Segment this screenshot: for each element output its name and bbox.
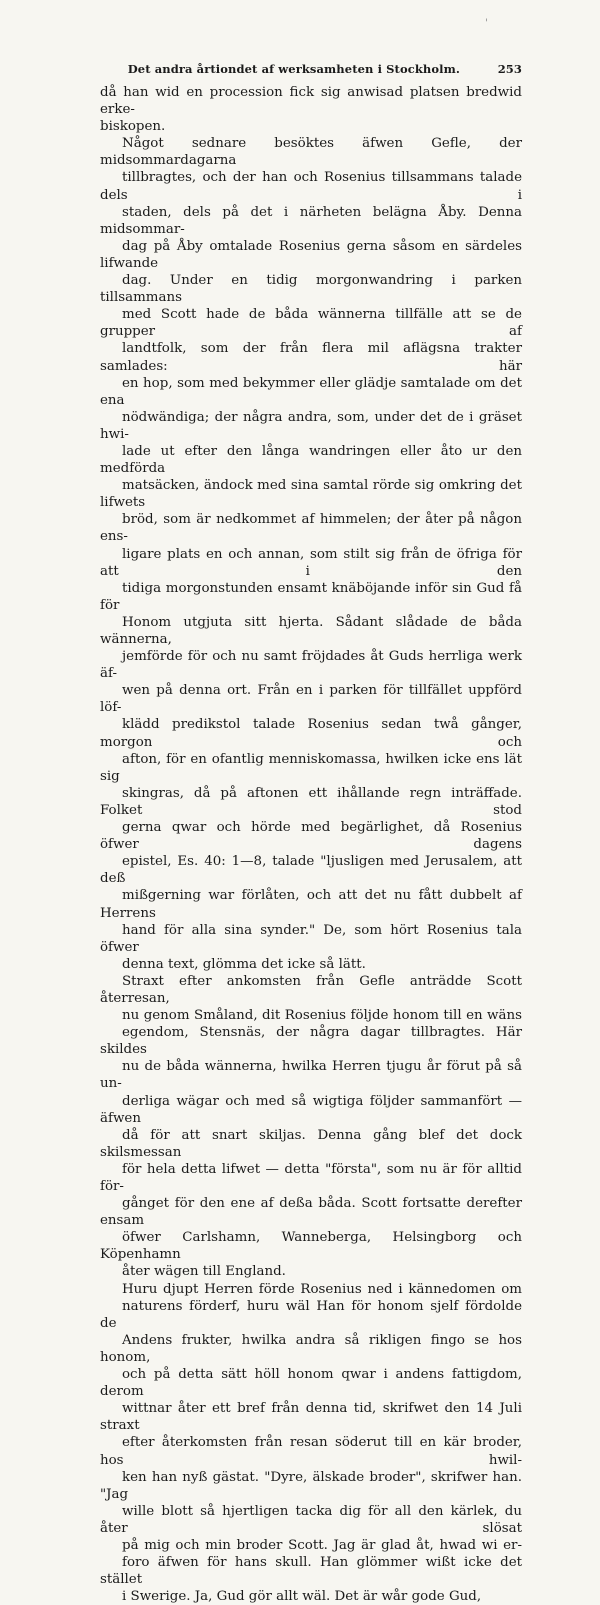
- text-line: denna text, glömma det icke så lätt.: [122, 956, 366, 972]
- text-line: skingras, då på aftonen ett ihållande regn inträffade. Folket stod: [100, 785, 522, 818]
- page-number: 253: [497, 62, 522, 76]
- running-title: Det andra årtiondet af werksamheten i Stockholm.: [127, 62, 460, 76]
- text-line: gånget för den ene af deßa båda. Scott fortsatte derefter ensam: [100, 1196, 522, 1229]
- text-line: dag på Åby omtalade Rosenius gerna såsom en särdeles lifwande: [100, 238, 522, 271]
- text-line: efter återkomsten från resan söderut till en kär broder, hos hwil-: [100, 1435, 522, 1468]
- running-header: [100, 62, 522, 76]
- text-line: med Scott hade de båda wännerna tillfälle att se de grupper af: [100, 307, 522, 340]
- text-line: klädd predikstol talade Rosenius sedan twå gånger, morgon och: [100, 717, 522, 750]
- text-line: öfwer Carlshamn, Wanneberga, Helsingborg och Köpenhamn: [100, 1230, 522, 1263]
- text-line: då för att snart skiljas. Denna gång blef det dock skilsmessan: [100, 1127, 522, 1160]
- text-line: landtfolk, som der från flera mil aflägsna trakter samlades: här: [100, 341, 522, 374]
- text-line: tidiga morgonstunden ensamt knäböjande inför sin Gud få för: [100, 580, 522, 613]
- text-line: staden, dels på det i närheten belägna Åby. Denna midsommar-: [100, 204, 522, 237]
- text-line: ligare plats en och annan, som stilt sig från de öfriga för att i den: [100, 546, 522, 579]
- paragraph: [100, 1281, 522, 1605]
- text-line: då han wid en procession fick sig anwisad platsen bredwid erke-: [100, 85, 522, 118]
- paragraph: [100, 973, 522, 1281]
- text-line: mißgerning war förlåten, och att det nu fått dubbelt af Herrens: [100, 888, 522, 921]
- paragraph: [100, 135, 522, 973]
- text-line: lade ut efter den långa wandringen eller åto ur den medförda: [100, 443, 522, 477]
- paragraph: [100, 84, 522, 135]
- text-line: tillbragtes, och der han och Rosenius tillsammans talade dels i: [100, 170, 522, 203]
- text-line: en hop, som med bekymmer eller glädje samtalade om det ena: [100, 375, 522, 408]
- text-line: wille blott så hjertligen tacka dig för all den kärlek, du åter slösat: [100, 1503, 522, 1536]
- text-line: egendom, Stensnäs, der några dagar tillbragtes. Här skildes: [100, 1025, 522, 1058]
- text-line: jemförde för och nu samt fröjdades åt Guds herrliga werk äf-: [100, 649, 522, 682]
- text-line: för hela detta lifwet — detta "första", som nu är för alltid för-: [100, 1161, 522, 1194]
- text-line: naturens förderf, huru wäl Han för honom sjelf fördolde de: [100, 1298, 522, 1331]
- text-line: nu genom Småland, dit Rosenius följde honom till en wäns: [122, 1008, 522, 1024]
- text-line: Något sednare besöktes äfwen Gefle, der midsommardagarna: [100, 136, 522, 169]
- text-line: i Swerige. Ja, Gud gör allt wäl. Det är wår gode Gud,: [122, 1589, 482, 1605]
- text-line: ken han nyß gästat. "Dyre, älskade broder", skrifwer han. "Jag: [100, 1469, 522, 1502]
- text-line: gerna qwar och hörde med begärlighet, då Rosenius öfwer dagens: [100, 820, 522, 853]
- text-line: hand för alla sina synder." De, som hört Rosenius tala öfwer: [100, 922, 522, 955]
- text-line: åter wägen till England.: [122, 1264, 286, 1280]
- text-line: och på detta sätt höll honom qwar i andens fattigdom, derom: [100, 1367, 522, 1400]
- text-line: derliga wägar och med så wigtiga följder sammanfört — äfwen: [100, 1093, 522, 1126]
- text-line: Andens frukter, hwilka andra så rikligen fingo se hos honom,: [100, 1332, 522, 1365]
- text-line: dag. Under en tidig morgonwandring i parken tillsammans: [100, 273, 522, 306]
- text-line: foro äfwen för hans skull. Han glömmer wißt icke det stället: [100, 1555, 522, 1588]
- text-line: nu de båda wännerna, hwilka Herren tjugu år förut på så un-: [100, 1059, 522, 1092]
- text-line: biskopen.: [100, 119, 166, 135]
- text-line: afton, för en ofantlig menniskomassa, hwilken icke ens lät sig: [100, 751, 522, 784]
- text-line: bröd, som är nedkommet af himmelen; der åter på någon ens-: [100, 512, 522, 545]
- text-line: matsäcken, ändock med sina samtal rörde sig omkring det lifwets: [100, 478, 522, 511]
- body-text: [100, 84, 522, 1605]
- text-line: wittnar åter ett bref från denna tid, skrifwet den 14 Juli straxt: [100, 1401, 522, 1434]
- corner-mark: ': [485, 18, 488, 29]
- text-line: Straxt efter ankomsten från Gefle anträdde Scott återresan,: [100, 973, 522, 1006]
- text-line: Huru djupt Herren förde Rosenius ned i kännedomen om: [122, 1281, 522, 1297]
- text-line: på mig och min broder Scott. Jag är glad åt, hwad wi er-: [122, 1537, 522, 1553]
- text-line: epistel, Es. 40: 1—8, talade "ljusligen med Jerusalem, att deß: [100, 854, 522, 887]
- text-line: nödwändiga; der några andra, som, under det de i gräset hwi-: [100, 409, 522, 442]
- text-line: Honom utgjuta sitt hjerta. Sådant slådade de båda wännerna,: [100, 614, 522, 647]
- text-line: wen på denna ort. Från en i parken för tillfället uppförd löf-: [100, 683, 522, 716]
